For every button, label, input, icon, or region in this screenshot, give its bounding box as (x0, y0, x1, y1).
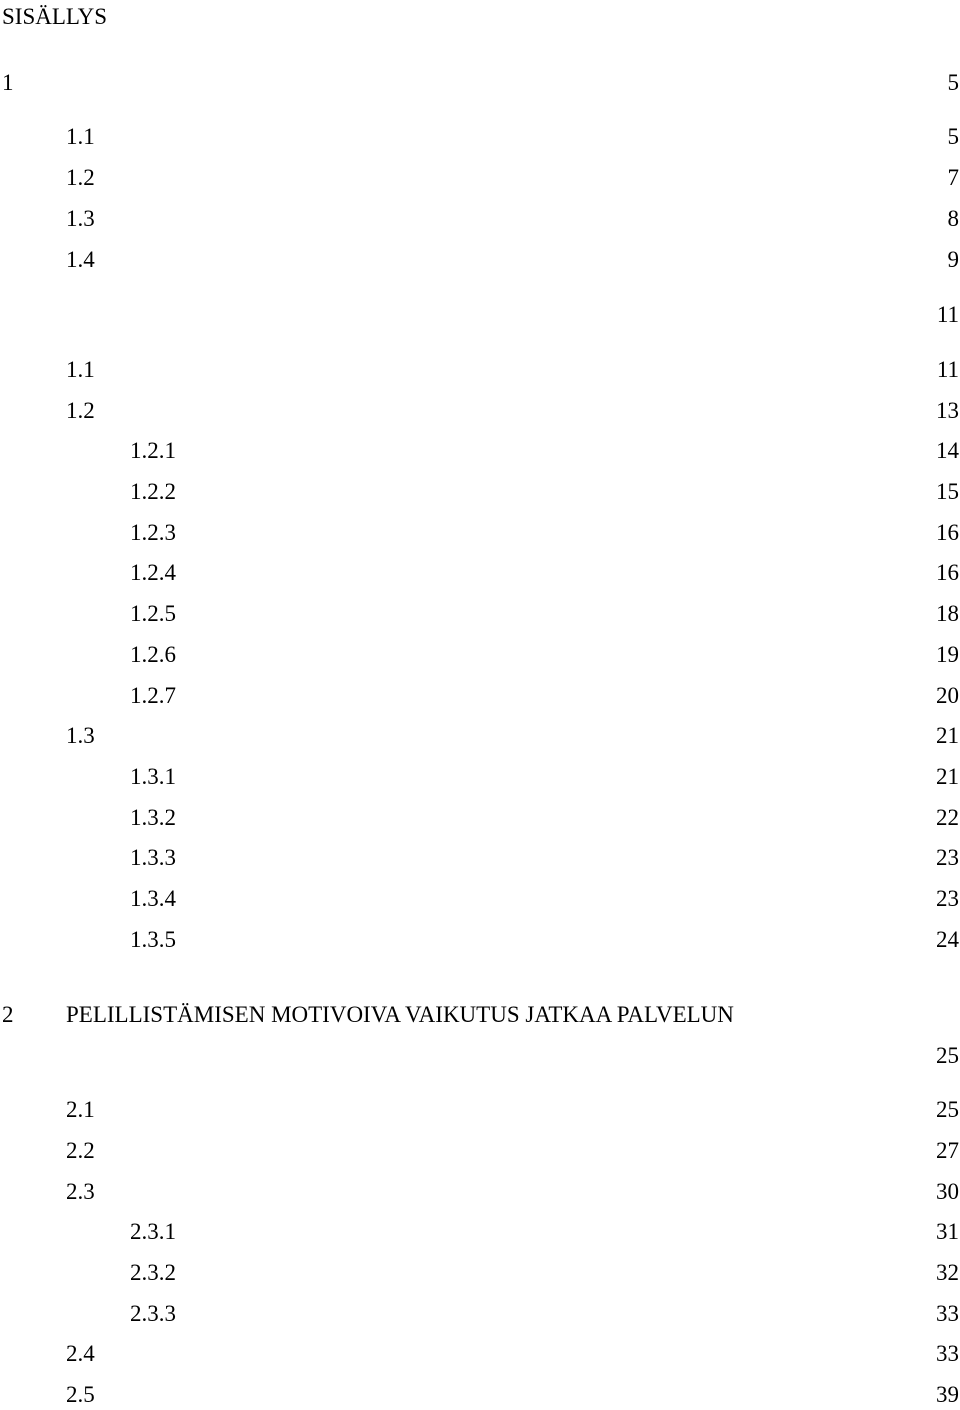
toc-entry[interactable] (0, 803, 959, 833)
toc-entry-number: 1.2.7 (130, 683, 176, 708)
toc-entry-page: 11 (933, 300, 959, 330)
toc-entry-page: 16 (932, 558, 959, 588)
toc-entry-page: 21 (932, 721, 959, 751)
toc-entry-page: 32 (932, 1258, 959, 1288)
toc-entry[interactable] (0, 355, 959, 385)
toc-entry-page: 13 (932, 396, 959, 426)
toc-entry-page: 15 (932, 477, 959, 507)
toc-entry-number: 1.1 (66, 124, 95, 149)
toc-entry-page: 5 (944, 122, 960, 152)
toc-entry-number: 2.3.3 (130, 1301, 176, 1326)
toc-entry[interactable] (0, 518, 959, 548)
toc-entry-page: 11 (933, 355, 959, 385)
toc-entry[interactable] (0, 721, 959, 751)
toc-entry[interactable] (0, 245, 959, 275)
toc-entry-number: 1.3 (66, 206, 95, 231)
toc-entry-page: 7 (944, 163, 960, 193)
toc-entry-page: 16 (932, 518, 959, 548)
toc-entry-number: 1.4 (66, 247, 95, 272)
toc-entry-page: 25 (932, 1095, 959, 1125)
toc-entry-number: 1.2.5 (130, 601, 176, 626)
toc-entry-page: 23 (932, 843, 959, 873)
toc-entry[interactable] (0, 1217, 959, 1247)
toc-entry[interactable] (0, 762, 959, 792)
toc-entry[interactable] (0, 68, 959, 98)
toc-entry-number: 1.3.3 (130, 845, 176, 870)
toc-entry[interactable] (0, 436, 959, 466)
toc-entry-number: 1.2.2 (130, 479, 176, 504)
toc-entry[interactable] (0, 1299, 959, 1329)
toc-entry-number: 1 (2, 70, 14, 95)
toc-entry-page: 22 (932, 803, 959, 833)
toc-entry-page: 33 (932, 1339, 959, 1369)
toc-entry-number: 2.3.1 (130, 1219, 176, 1244)
toc-entry-page: 39 (932, 1380, 959, 1410)
toc-entry-page: 8 (944, 204, 960, 234)
toc-entry[interactable] (0, 1095, 959, 1125)
toc-entry[interactable] (0, 396, 959, 426)
toc-entry-page: 14 (932, 436, 959, 466)
toc-entry[interactable] (0, 599, 959, 629)
toc-entry-number: 1.2.1 (130, 438, 176, 463)
toc-entry-number: 2.3 (66, 1179, 95, 1204)
toc-entry[interactable] (0, 843, 959, 873)
toc-entry-number: 1.2.4 (130, 560, 176, 585)
toc-entry-page: 5 (944, 68, 960, 98)
toc-entry-number: 2 (2, 1002, 14, 1027)
toc-entry[interactable] (0, 122, 959, 152)
toc-entry-page: 24 (932, 925, 959, 955)
toc-entry-number: 1.2.3 (130, 520, 176, 545)
toc-entry-number: 1.3.5 (130, 927, 176, 952)
toc-entry[interactable] (0, 1000, 959, 1030)
toc-entry[interactable] (0, 1177, 959, 1207)
toc-entry[interactable] (0, 558, 959, 588)
toc-entry-number: 1.1 (66, 357, 95, 382)
toc-entry-page: 23 (932, 884, 959, 914)
toc-entry[interactable] (0, 1258, 959, 1288)
toc-entry[interactable] (0, 640, 959, 670)
toc-entry-page: 20 (932, 681, 959, 711)
toc-entry-number: 1.3.4 (130, 886, 176, 911)
toc-entry-page: 31 (932, 1217, 959, 1247)
toc-entry-number: 1.3.2 (130, 805, 176, 830)
toc-entry[interactable] (0, 477, 959, 507)
toc-entry-number: 1.2 (66, 398, 95, 423)
toc-entry[interactable] (0, 925, 959, 955)
toc-entry-page: 30 (932, 1177, 959, 1207)
toc-entry[interactable] (0, 1380, 959, 1410)
toc-entry[interactable] (0, 163, 959, 193)
toc-entry[interactable] (0, 1339, 959, 1369)
toc-entry-page: 18 (932, 599, 959, 629)
toc-entry-title: PELILLISTÄMISEN MOTIVOIVA VAIKUTUS JATKAA PALVELUN (66, 1002, 734, 1027)
toc-entry-number: 1.3 (66, 723, 95, 748)
toc-entry-number: 2.2 (66, 1138, 95, 1163)
toc-entry-page: 27 (932, 1136, 959, 1166)
toc-entry-number: 2.5 (66, 1382, 95, 1407)
toc-entry[interactable] (0, 681, 959, 711)
toc-entry[interactable] (0, 1136, 959, 1166)
toc-entry-page: 21 (932, 762, 959, 792)
toc-entry-number: 1.3.1 (130, 764, 176, 789)
toc-heading: SISÄLLYS (2, 4, 108, 29)
toc-entry-number: 2.3.2 (130, 1260, 176, 1285)
toc-entry[interactable] (0, 204, 959, 234)
toc-entry[interactable] (0, 1041, 959, 1071)
toc-entry[interactable] (0, 884, 959, 914)
toc-entry-number: 1.2.6 (130, 642, 176, 667)
toc-entry[interactable] (0, 300, 959, 330)
toc-entry-page: 9 (944, 245, 960, 275)
toc-entry-number: 1.2 (66, 165, 95, 190)
toc-entry-number: 2.4 (66, 1341, 95, 1366)
toc-entry-number: 2.1 (66, 1097, 95, 1122)
toc-entry-page: 33 (932, 1299, 959, 1329)
toc-entry-page: 25 (932, 1041, 959, 1071)
toc-entry-page: 19 (932, 640, 959, 670)
